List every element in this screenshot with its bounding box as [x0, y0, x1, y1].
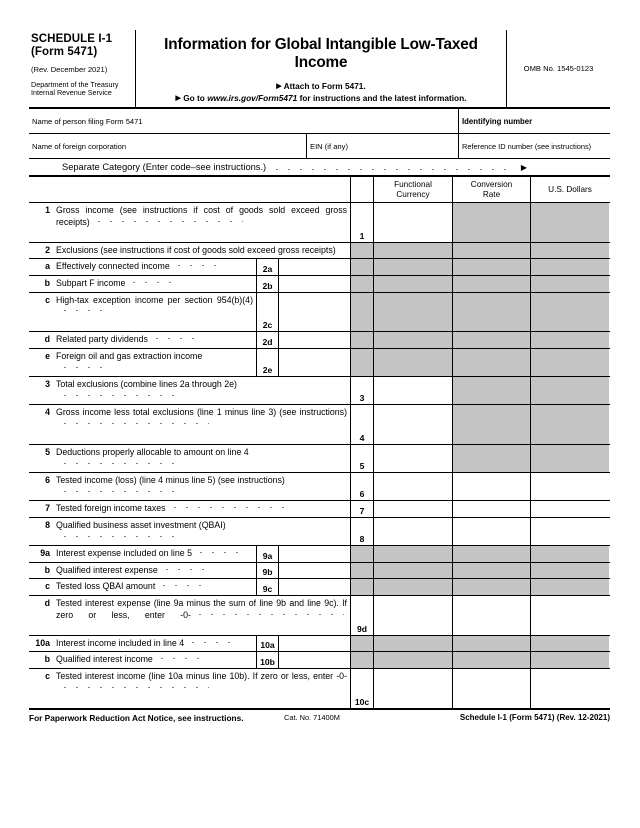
- identity-block: [29, 109, 610, 159]
- form-line-row: [29, 293, 610, 333]
- line-number-label: d: [44, 598, 50, 609]
- us-dollars-cell: [531, 259, 609, 275]
- line-number-label: 4: [45, 407, 50, 418]
- conversion-rate-cell: [453, 563, 531, 579]
- conversion-rate-cell: [453, 243, 531, 259]
- line-description-text: Interest income included in line 4: [56, 636, 256, 652]
- line-number-cell: [351, 579, 374, 595]
- conversion-rate-cell: [453, 377, 531, 404]
- sub-line-number-label: 2d: [257, 332, 279, 348]
- issuing-agency: [31, 81, 131, 98]
- line-number-cell: [351, 332, 374, 348]
- form-line-row: [29, 349, 610, 377]
- sub-line-entry-group: [256, 636, 350, 652]
- line-description-text: Foreign oil and gas extraction income: [56, 349, 256, 376]
- functional-currency-cell: [374, 546, 453, 562]
- functional-currency-cell[interactable]: [374, 405, 453, 444]
- conversion-rate-cell: [453, 276, 531, 292]
- line-description-text: Qualified interest income: [56, 652, 256, 668]
- form-line-row: [29, 243, 610, 260]
- line-number-cell: [351, 349, 374, 376]
- name-person-label: Name of person filing Form 5471: [32, 117, 143, 126]
- us-dollars-cell: [531, 563, 609, 579]
- form-line-row: [29, 596, 610, 636]
- line-number-label: b: [44, 654, 50, 665]
- us-dollars-cell: [531, 243, 609, 259]
- form-line-row: [29, 276, 610, 293]
- sub-line-entry-box[interactable]: [279, 276, 350, 292]
- functional-currency-cell[interactable]: [374, 501, 453, 517]
- sub-line-number-label: 2c: [257, 293, 279, 332]
- line-description-cell: [29, 349, 351, 376]
- sub-line-entry-group: [256, 276, 350, 292]
- functional-currency-cell[interactable]: [374, 203, 453, 242]
- line-number-label: e: [45, 350, 50, 361]
- conversion-rate-cell: [453, 349, 531, 376]
- name-foreign-corp-label: Name of foreign corporation: [32, 142, 127, 151]
- us-dollars-cell: [531, 276, 609, 292]
- identifying-number-label: Identifying number: [462, 117, 533, 126]
- line-number-label: 1: [45, 205, 50, 215]
- form-line-row: [29, 636, 610, 653]
- us-dollars-cell: [531, 652, 609, 668]
- sub-line-entry-box[interactable]: [279, 579, 350, 595]
- line-number-label: 6: [45, 475, 50, 486]
- form-title: Information for Global Intangible Low-Taxed Income: [164, 36, 478, 71]
- line-number-box-label: 4: [359, 433, 365, 444]
- leader-dots: [151, 337, 199, 340]
- conversion-rate-cell: [453, 445, 531, 472]
- leader-dots: [173, 264, 221, 267]
- name-person-field[interactable]: [29, 109, 459, 133]
- line-number-box-label: 1: [359, 230, 365, 241]
- line-description-text: Total exclusions (combine lines 2a through 2e): [56, 377, 350, 404]
- line-number-cell: [351, 563, 374, 579]
- leader-dots: [161, 568, 209, 571]
- fc-line1: Functional: [394, 179, 432, 189]
- line-description-text: Gross income less total exclusions (line 1 minus line 3) (see instructions): [56, 405, 350, 444]
- ein-label: EIN (if any): [310, 142, 348, 151]
- functional-currency-cell: [374, 332, 453, 348]
- sub-line-number-label: 2a: [257, 259, 279, 275]
- us-dollars-cell[interactable]: [531, 669, 609, 708]
- form-masthead: [29, 30, 610, 109]
- conversion-rate-header: [453, 177, 531, 202]
- line-number-label: c: [45, 671, 50, 681]
- form-line-row: [29, 377, 610, 405]
- form-line-row: [29, 579, 610, 596]
- department-line: Department of the Treasury: [31, 80, 119, 89]
- us-dollars-cell[interactable]: [531, 518, 609, 545]
- us-dollars-cell: [531, 377, 609, 404]
- form-line-row: [29, 473, 610, 501]
- line-description-cell: [29, 276, 351, 292]
- line-number-cell: [351, 596, 374, 635]
- sub-line-entry-box[interactable]: [279, 652, 350, 668]
- arrow-icon: ▶: [175, 95, 181, 102]
- irs-url[interactable]: www.irs.gov/Form5471: [207, 93, 298, 103]
- conversion-rate-cell[interactable]: [453, 596, 531, 635]
- filer-row: [29, 109, 610, 134]
- line-description-cell: [29, 473, 351, 500]
- sub-line-number-label: 2b: [257, 276, 279, 292]
- functional-currency-cell: [374, 579, 453, 595]
- form-line-row: [29, 652, 610, 669]
- line-number-cell: [351, 259, 374, 275]
- attach-text: Attach to Form 5471.: [283, 81, 366, 91]
- sub-line-entry-box[interactable]: [279, 349, 350, 376]
- sub-line-entry-box[interactable]: [279, 636, 350, 652]
- us-dollars-cell: [531, 349, 609, 376]
- line-number-label: 3: [45, 379, 50, 390]
- us-dollars-cell: [531, 546, 609, 562]
- line-description-cell: [29, 546, 351, 562]
- functional-currency-cell[interactable]: [374, 445, 453, 472]
- line-number-label: c: [45, 581, 50, 592]
- line-description-cell: [29, 636, 351, 652]
- sub-line-number-label: 9a: [257, 546, 279, 562]
- line-description-text: Tested interest expense (line 9a minus the sum of line 9b and line 9c). If zero or less, enter -0-: [56, 598, 347, 620]
- schedule-number: SCHEDULE I-1: [31, 33, 113, 45]
- description-column-header: [29, 177, 351, 202]
- form-line-row: [29, 669, 610, 708]
- line-number-cell: [351, 276, 374, 292]
- form-line-row: [29, 563, 610, 580]
- line-description-text: Tested loss QBAI amount: [56, 579, 256, 595]
- line-description-cell: [29, 293, 351, 332]
- line-number-cell: [351, 377, 374, 404]
- sub-line-entry-box[interactable]: [279, 546, 350, 562]
- conversion-rate-cell[interactable]: [453, 501, 531, 517]
- goto-instruction: [138, 93, 504, 104]
- line-number-cell: [351, 518, 374, 545]
- sub-line-entry-group: [256, 259, 350, 275]
- line-description-text: Exclusions (see instructions if cost of goods sold exceed gross receipts): [56, 244, 336, 255]
- leader-dots: [59, 686, 209, 689]
- line-number-cell: [351, 293, 374, 332]
- us-dollars-cell: [531, 293, 609, 332]
- sub-line-entry-box[interactable]: [279, 259, 350, 275]
- form-identifier-footer: Schedule I-1 (Form 5471) (Rev. 12-2021): [459, 712, 610, 722]
- line-number-label: 9a: [40, 548, 50, 559]
- conversion-rate-cell: [453, 636, 531, 652]
- leader-dots: [169, 506, 289, 509]
- line-description-text: Tested foreign income taxes: [56, 501, 350, 517]
- line-number-box-label: 6: [359, 489, 365, 500]
- line-description-cell: [29, 332, 351, 348]
- ud-line1: U.S. Dollars: [548, 184, 592, 194]
- leader-dots: [156, 657, 204, 660]
- line-description-cell: [29, 203, 351, 242]
- leader-dots: [93, 220, 243, 223]
- functional-currency-cell: [374, 349, 453, 376]
- line-description-cell: [29, 652, 351, 668]
- sub-line-number-label: 2e: [257, 349, 279, 376]
- goto-suffix: for instructions and the latest information.: [299, 93, 467, 103]
- leader-dots: [158, 584, 206, 587]
- line-description-text: Qualified business asset investment (QBAI): [56, 518, 350, 545]
- line-number-label: b: [44, 277, 50, 288]
- form-lines-table: [29, 203, 610, 710]
- separate-category-label: Separate Category (Enter code–see instructions.): [62, 162, 267, 172]
- form-line-row: [29, 518, 610, 546]
- functional-currency-cell[interactable]: [374, 596, 453, 635]
- leader-dots: [59, 309, 107, 312]
- conversion-rate-cell[interactable]: [453, 473, 531, 500]
- form-line-row: [29, 445, 610, 473]
- sub-line-number-label: 10b: [257, 652, 279, 668]
- form-footer: [29, 710, 610, 723]
- line-number-box-label: 8: [359, 534, 365, 545]
- sub-line-entry-box[interactable]: [279, 332, 350, 348]
- leader-dots: [59, 394, 179, 397]
- form-line-row: [29, 203, 610, 243]
- line-description-text: Interest expense included on line 5: [56, 546, 256, 562]
- omb-number: OMB No. 1545-0123: [523, 64, 594, 73]
- conversion-rate-cell: [453, 652, 531, 668]
- leader-dots: [59, 490, 179, 493]
- cr-line2: Rate: [482, 189, 501, 199]
- name-foreign-corp-field[interactable]: [29, 134, 307, 158]
- line-number-cell: [351, 501, 374, 517]
- us-dollars-cell: [531, 636, 609, 652]
- leader-dots: [194, 613, 344, 616]
- service-line: Internal Revenue Service: [31, 88, 112, 98]
- us-dollars-cell[interactable]: [531, 473, 609, 500]
- functional-currency-cell: [374, 563, 453, 579]
- line-number-label: 2: [45, 244, 50, 255]
- form-line-row: [29, 501, 610, 518]
- line-description-cell: [29, 579, 351, 595]
- line-description-text: Qualified interest expense: [56, 563, 256, 579]
- conversion-rate-cell: [453, 293, 531, 332]
- leader-dots: [187, 641, 235, 644]
- line-number-label: 7: [45, 503, 50, 514]
- line-number-cell: [351, 473, 374, 500]
- arrow-icon: ▶: [276, 83, 282, 90]
- us-dollars-cell: [531, 579, 609, 595]
- identifying-number-field[interactable]: [459, 109, 610, 133]
- us-dollars-cell: [531, 405, 609, 444]
- conversion-rate-cell: [453, 405, 531, 444]
- sub-line-entry-box[interactable]: [279, 293, 350, 332]
- sub-line-entry-group: [256, 349, 350, 376]
- separate-category-row[interactable]: [29, 159, 610, 177]
- foreign-corp-row: [29, 134, 610, 158]
- reference-id-label: Reference ID number (see instructions): [462, 142, 592, 151]
- line-description-text: Effectively connected income: [56, 259, 256, 275]
- functional-currency-cell: [374, 636, 453, 652]
- cr-line1: Conversion: [470, 179, 513, 189]
- line-description-text: Related party dividends: [56, 332, 256, 348]
- leader-dots: [59, 422, 209, 425]
- functional-currency-cell[interactable]: [374, 669, 453, 708]
- line-number-label: 8: [45, 520, 50, 531]
- us-dollars-cell[interactable]: [531, 501, 609, 517]
- revision-date: (Rev. December 2021): [31, 65, 108, 74]
- form-line-row: [29, 405, 610, 445]
- line-description-cell: [29, 518, 351, 545]
- line-number-cell: [351, 636, 374, 652]
- masthead-center: [136, 30, 507, 107]
- leader-dots: [59, 366, 107, 369]
- reference-id-field[interactable]: [459, 134, 610, 158]
- line-number-label: 5: [45, 447, 50, 458]
- us-dollars-cell: [531, 203, 609, 242]
- line-number-box-label: 10c: [354, 696, 370, 707]
- leader-dots: [128, 281, 176, 284]
- line-description-cell: [29, 501, 351, 517]
- sub-line-entry-group: [256, 293, 350, 332]
- sub-line-entry-group: [256, 332, 350, 348]
- leader-dots: [59, 462, 179, 465]
- line-description-cell: [29, 243, 351, 259]
- line-number-cell: [351, 652, 374, 668]
- conversion-rate-cell[interactable]: [453, 669, 531, 708]
- line-description-text: Deductions properly allocable to amount on line 4: [56, 445, 350, 472]
- line-number-cell: [351, 546, 374, 562]
- attach-instruction: [138, 81, 504, 92]
- arrow-icon: ▶: [520, 162, 527, 172]
- line-number-label: a: [45, 261, 50, 272]
- conversion-rate-cell: [453, 203, 531, 242]
- schedule-i1-form: [29, 30, 610, 723]
- catalog-number: Cat. No. 71400M: [284, 712, 340, 722]
- line-number-cell: [351, 243, 374, 259]
- reference-id-note: (see instructions): [534, 142, 592, 151]
- sub-line-number-label: 10a: [257, 636, 279, 652]
- form-number: (Form 5471): [31, 46, 98, 58]
- line-description-cell: [29, 405, 351, 444]
- conversion-rate-cell: [453, 259, 531, 275]
- goto-prefix: Go to: [183, 93, 205, 103]
- line-description-text: Subpart F income: [56, 276, 256, 292]
- leader-dots: [271, 168, 516, 171]
- line-description-cell: [29, 377, 351, 404]
- line-description-text: Gross income (see instructions if cost of goods sold exceed gross receipts): [56, 205, 347, 227]
- line-number-cell: [351, 203, 374, 242]
- functional-currency-header: [374, 177, 453, 202]
- line-number-cell: [351, 669, 374, 708]
- paperwork-notice: For Paperwork Reduction Act Notice, see instructions.: [29, 712, 244, 723]
- line-number-box-label: 3: [359, 393, 365, 404]
- line-number-label: d: [44, 334, 50, 345]
- sub-line-entry-group: [256, 579, 350, 595]
- line-description-cell: [29, 445, 351, 472]
- column-headers: [29, 177, 610, 203]
- functional-currency-cell: [374, 276, 453, 292]
- conversion-rate-cell[interactable]: [453, 518, 531, 545]
- line-number-label: c: [45, 294, 50, 305]
- line-number-box-label: 9d: [356, 623, 368, 634]
- conversion-rate-cell: [453, 579, 531, 595]
- leader-dots: [195, 551, 243, 554]
- masthead-right: [507, 30, 610, 107]
- form-line-row: [29, 332, 610, 349]
- form-line-row: [29, 259, 610, 276]
- sub-line-number-label: 9b: [257, 563, 279, 579]
- sub-line-entry-group: [256, 652, 350, 668]
- line-description-cell: [29, 596, 351, 635]
- us-dollars-cell[interactable]: [531, 596, 609, 635]
- functional-currency-cell[interactable]: [374, 377, 453, 404]
- sub-line-entry-group: [256, 546, 350, 562]
- fc-line2: Currency: [396, 189, 430, 199]
- us-dollars-cell: [531, 445, 609, 472]
- sub-line-entry-box[interactable]: [279, 563, 350, 579]
- line-number-label: 10a: [35, 637, 50, 648]
- line-number-box-label: 7: [359, 506, 365, 517]
- line-number-cell: [351, 445, 374, 472]
- line-description-text: Tested interest income (line 10a minus line 10b). If zero or less, enter -0-: [56, 669, 350, 708]
- us-dollars-header: [531, 177, 609, 202]
- line-number-column-header: [351, 177, 374, 202]
- form-line-row: [29, 546, 610, 563]
- line-description-cell: [29, 259, 351, 275]
- ein-field[interactable]: [307, 134, 459, 158]
- functional-currency-cell: [374, 293, 453, 332]
- line-description-cell: [29, 669, 351, 708]
- sub-line-entry-group: [256, 563, 350, 579]
- leader-dots: [59, 535, 179, 538]
- functional-currency-cell: [374, 259, 453, 275]
- line-description-cell: [29, 563, 351, 579]
- masthead-left: [29, 30, 136, 107]
- line-description-text: Tested income (loss) (line 4 minus line 5) (see instructions): [56, 473, 350, 500]
- functional-currency-cell[interactable]: [374, 473, 453, 500]
- sub-line-number-label: 9c: [257, 579, 279, 595]
- line-number-label: b: [44, 564, 50, 575]
- line-number-box-label: 5: [359, 461, 365, 472]
- conversion-rate-cell: [453, 546, 531, 562]
- conversion-rate-cell: [453, 332, 531, 348]
- functional-currency-cell: [374, 652, 453, 668]
- functional-currency-cell[interactable]: [374, 518, 453, 545]
- us-dollars-cell: [531, 332, 609, 348]
- functional-currency-cell: [374, 243, 453, 259]
- line-number-cell: [351, 405, 374, 444]
- line-description-text: High-tax exception income per section 954(b)(4): [56, 293, 256, 332]
